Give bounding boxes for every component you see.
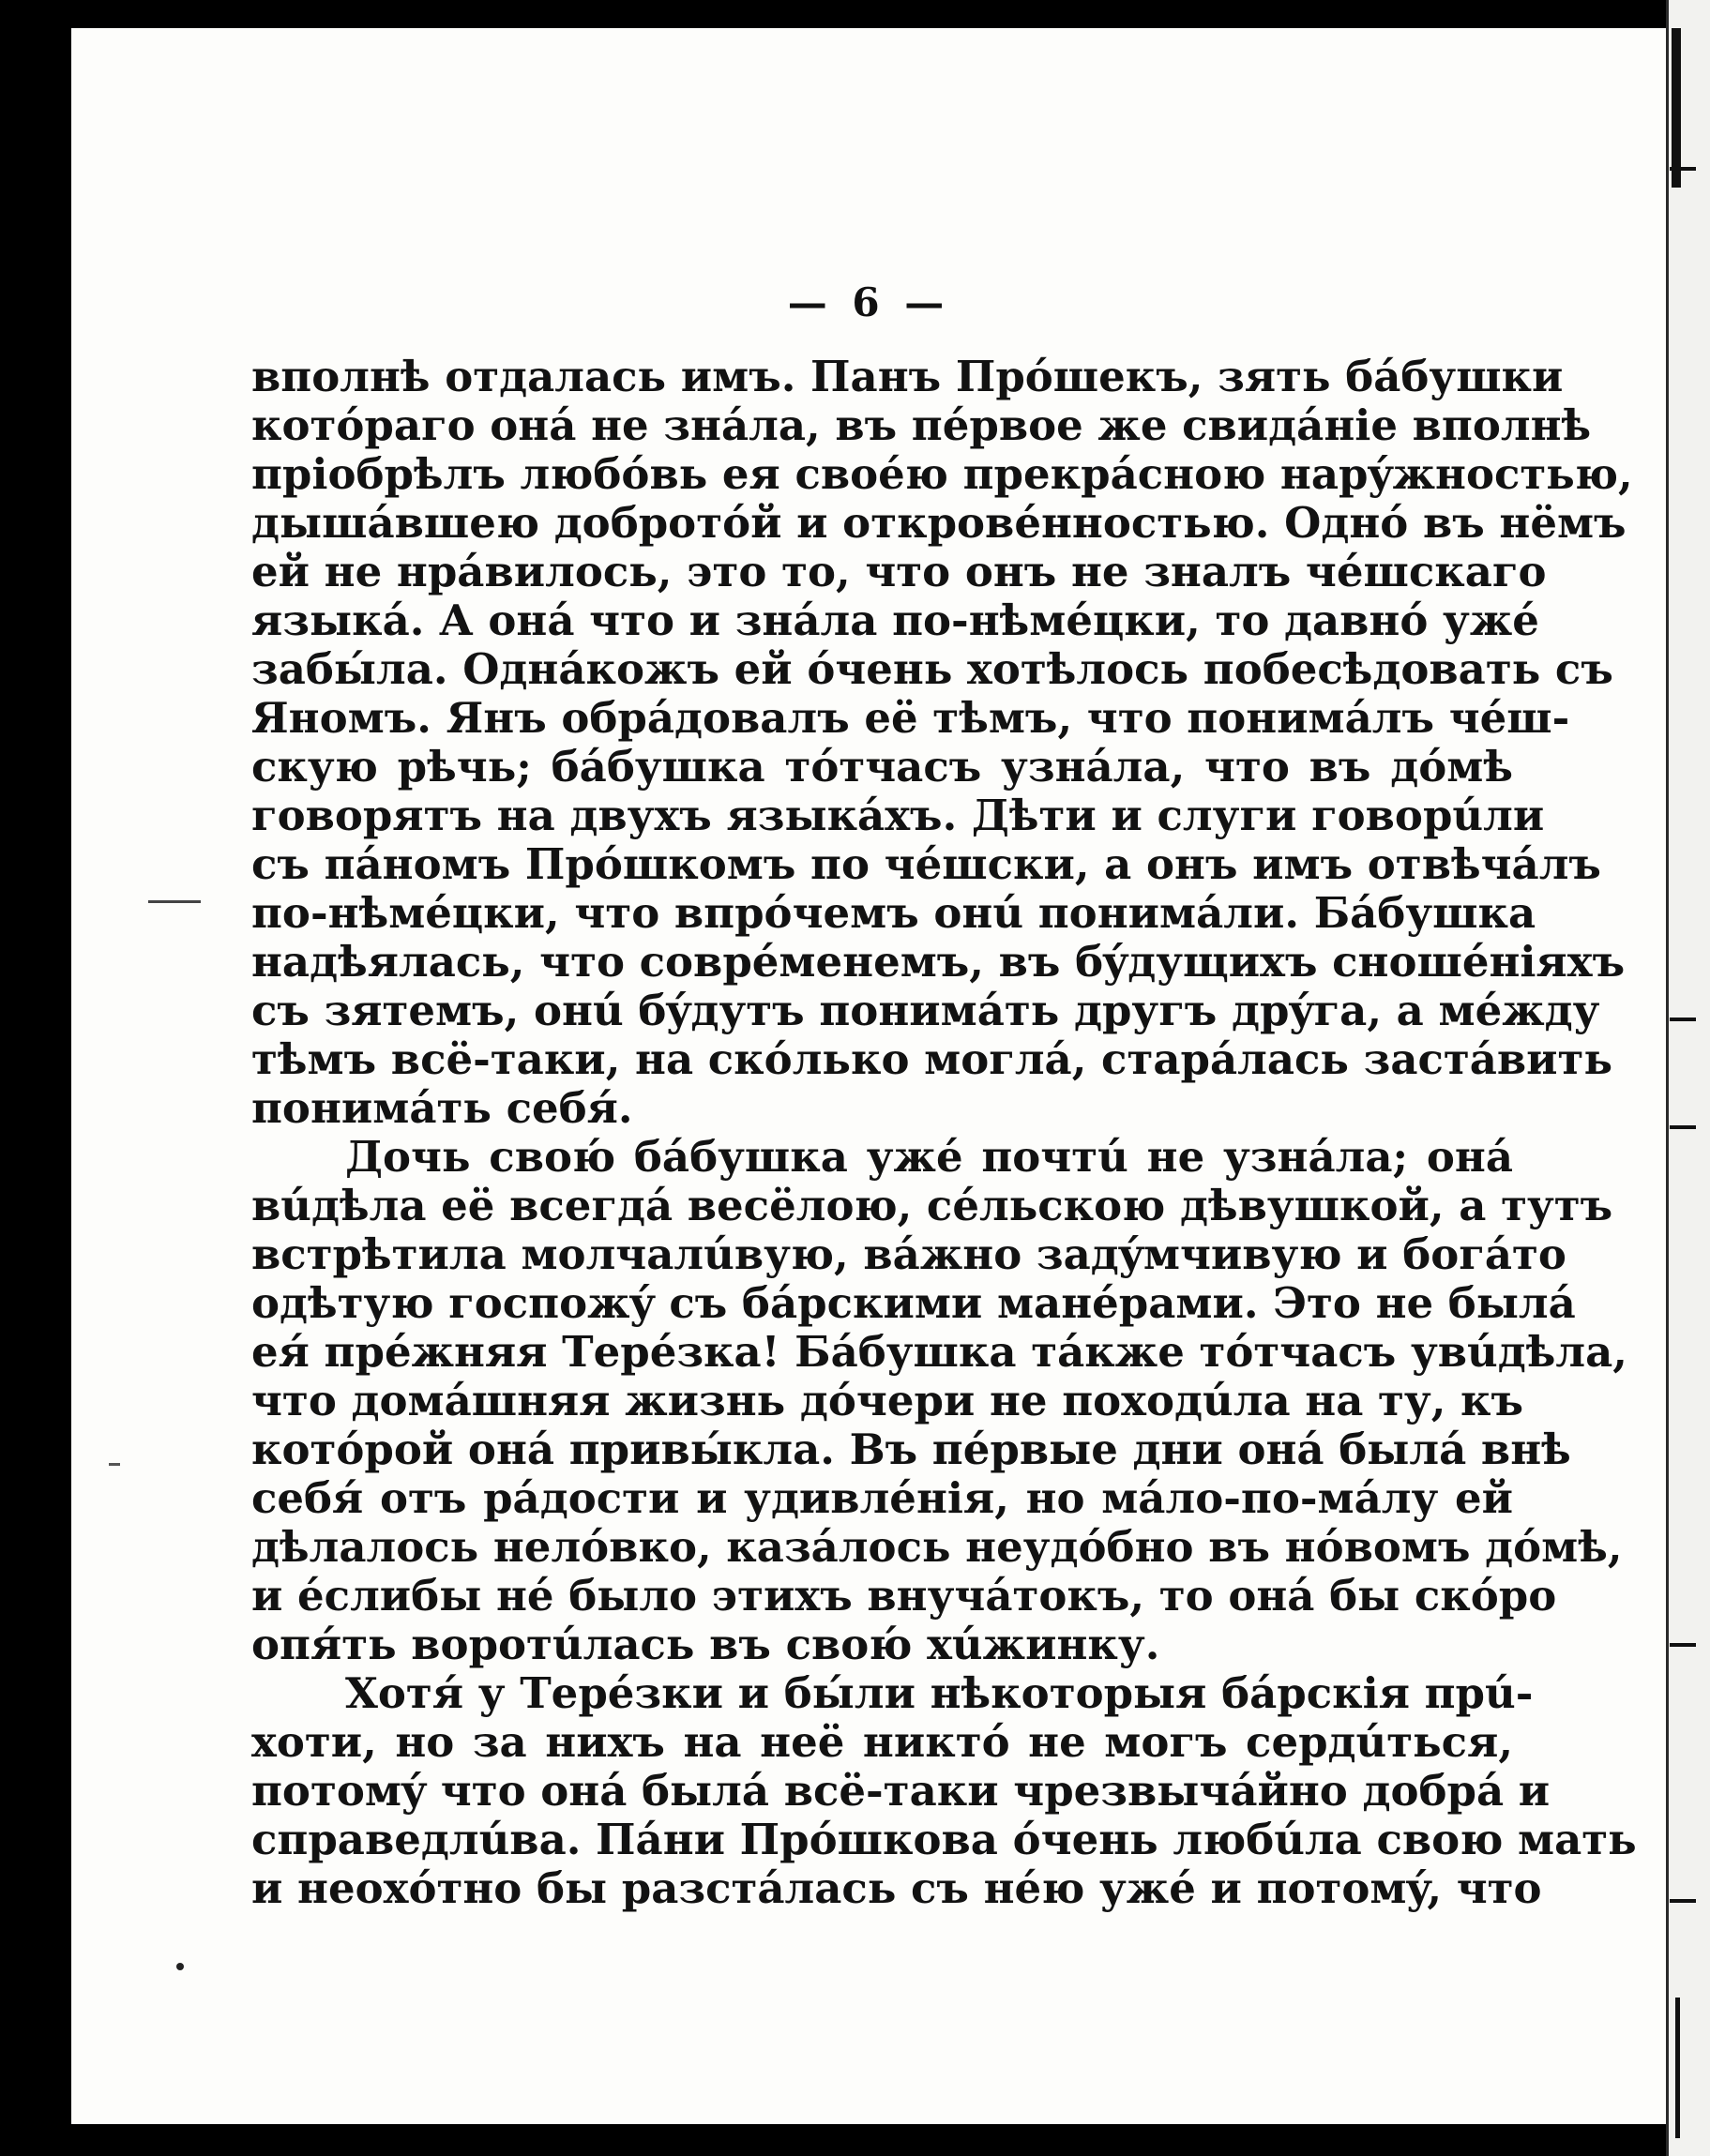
page-edge-shadow xyxy=(1675,1998,1680,2138)
book-page xyxy=(71,28,1666,2124)
ink-dot xyxy=(176,1963,184,1970)
text-line: Яномъ. Янъ обрáдовалъ её тѣмъ, что понимáлъ чéш- xyxy=(251,693,1570,743)
text-line: котóраго онá не знáла, въ пéрвое же свидáнiе вполнѣ xyxy=(251,400,1592,450)
scan-border-bottom xyxy=(0,2124,1710,2156)
text-line: потомý что онá былá всё-таки чрезвычáйно добрá и xyxy=(251,1766,1551,1816)
text-line: хоти, но за нихъ на неё никтó не могъ сердúться, xyxy=(251,1717,1513,1767)
text-line: съ зятемъ, онú бýдутъ понимáть другъ дрýга, а мéжду xyxy=(251,986,1600,1035)
text-line: ей не нрáвилось, это то, что онъ не зналъ чéшскаго xyxy=(251,547,1547,596)
text-line: дышáвшею добротóй и откровéнностью. Однó въ нёмъ xyxy=(251,498,1627,548)
text-line: языкá. А онá что и знáла по-нѣмéцки, то давнó ужé xyxy=(251,596,1539,645)
text-line: забы́ла. Однáкожъ ей óчень хотѣлось побесѣдовать съ xyxy=(251,644,1613,694)
text-line: ея́ прéжняя Терéзка! Бáбушка тáкже тóтчасъ увúдѣла, xyxy=(251,1327,1627,1377)
margin-mark xyxy=(148,900,201,903)
text-line: по-нѣмéцки, что впрóчемъ онú понимáли. Бáбушка xyxy=(251,888,1536,938)
text-line: съ пáномъ Прóшкомъ по чéшски, а онъ имъ отвѣчáлъ xyxy=(251,839,1601,889)
page-edge xyxy=(1666,0,1710,2156)
edge-mark xyxy=(1670,1018,1696,1021)
margin-mark xyxy=(109,1463,120,1466)
text-line: и éслибы нé было этихъ внучáтокъ, то онá бы скóро xyxy=(251,1571,1557,1621)
text-line: говорятъ на двухъ языкáхъ. Дѣти и слуги говорúли xyxy=(251,791,1545,840)
page-edge-shadow xyxy=(1672,28,1681,188)
edge-mark xyxy=(1670,1643,1696,1647)
text-line: одѣтую госпожý съ бáрскими манéрами. Это не былá xyxy=(251,1278,1576,1328)
edge-mark xyxy=(1670,167,1696,171)
scan-border-top xyxy=(0,0,1710,28)
text-line: себя́ отъ рáдости и удивлéнiя, но мáло-по-мáлу ей xyxy=(251,1473,1513,1523)
text-line: тѣмъ всё-таки, на скóлько моглá, старáлась застáвить xyxy=(251,1034,1612,1084)
scan-border-left xyxy=(0,0,71,2156)
text-line: понимáть себя́. xyxy=(251,1083,633,1133)
page-body-text xyxy=(251,352,1637,1913)
page-number: — 6 — xyxy=(787,279,950,325)
text-line: Дочь свою́ бáбушка ужé почтú не узнáла; онá xyxy=(345,1132,1513,1182)
text-line: справедлúва. Пáни Прóшкова óчень любúла свою мать xyxy=(251,1815,1637,1864)
text-line: вúдѣла её всегдá весёлою, сéльскою дѣвушкой, а тутъ xyxy=(251,1181,1613,1230)
edge-mark xyxy=(1670,1899,1696,1903)
text-line: что домáшняя жизнь дóчери не походúла на ту, къ xyxy=(251,1376,1524,1425)
text-line: и неохóтно бы разстáлась съ нéю ужé и потомý, что xyxy=(251,1863,1542,1913)
text-line: котóрой онá привы́кла. Въ пéрвые дни онá былá внѣ xyxy=(251,1425,1571,1474)
text-line: прiобрѣлъ любóвь ея своéю прекрáсною нарýжностью, xyxy=(251,449,1633,499)
text-line: опя́ть воротúлась въ свою́ хúжинку. xyxy=(251,1620,1160,1669)
text-line: дѣлалось нелóвко, казáлось неудóбно въ нóвомъ дóмѣ, xyxy=(251,1522,1623,1572)
text-line: Хотя́ у Терéзки и бы́ли нѣкоторыя бáрскiя прú- xyxy=(345,1668,1534,1718)
text-line: скую рѣчь; бáбушка тóтчасъ узнáла, что въ дóмѣ xyxy=(251,742,1513,792)
edge-mark xyxy=(1670,1125,1696,1129)
text-line: встрѣтила молчалúвую, вáжно задýмчивую и богáто xyxy=(251,1229,1566,1279)
text-line: надѣялась, что соврéменемъ, въ бýдущихъ сношéнiяхъ xyxy=(251,937,1626,987)
text-line: вполнѣ отдалась имъ. Панъ Прóшекъ, зять бáбушки xyxy=(251,352,1564,401)
